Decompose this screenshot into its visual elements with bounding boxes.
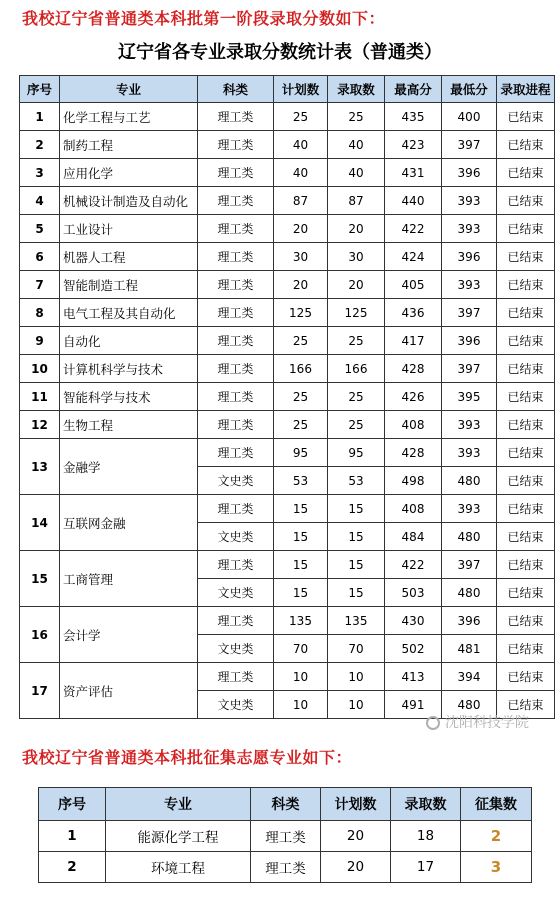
major-cell: 自动化 (60, 327, 198, 355)
plan-count-cell: 95 (274, 439, 328, 467)
admitted-count-cell: 10 (328, 663, 385, 691)
category-cell: 理工类 (251, 821, 321, 852)
admitted-count-cell: 40 (328, 159, 385, 187)
category-cell: 理工类 (198, 439, 274, 467)
row-number-cell: 4 (20, 187, 60, 215)
admitted-count-cell: 20 (328, 271, 385, 299)
plan-count-cell: 10 (274, 663, 328, 691)
table-title: 辽宁省各专业录取分数统计表（普通类） (118, 42, 442, 63)
plan-count-cell: 25 (274, 383, 328, 411)
table-row (20, 103, 555, 131)
row-number-cell: 7 (20, 271, 60, 299)
plan-count-cell: 20 (274, 271, 328, 299)
plan-count-cell: 53 (274, 467, 328, 495)
status-cell: 已结束 (497, 187, 555, 215)
min-score-cell: 393 (442, 215, 497, 243)
major-cell: 化学工程与工艺 (60, 103, 198, 131)
status-cell: 已结束 (497, 411, 555, 439)
major-cell: 资产评估 (60, 663, 198, 719)
admitted-count-cell: 53 (328, 467, 385, 495)
plan-count-cell: 87 (274, 187, 328, 215)
min-score-cell: 397 (442, 299, 497, 327)
table-row (20, 663, 555, 691)
admitted-count-cell: 30 (328, 243, 385, 271)
min-score-cell: 480 (442, 467, 497, 495)
category-cell: 理工类 (198, 243, 274, 271)
major-cell: 生物工程 (60, 411, 198, 439)
min-score-cell: 396 (442, 607, 497, 635)
admitted-count-cell: 15 (328, 579, 385, 607)
min-score-cell: 400 (442, 103, 497, 131)
status-cell: 已结束 (497, 495, 555, 523)
table-row (39, 852, 532, 883)
status-cell: 已结束 (497, 215, 555, 243)
plan-count-cell: 25 (274, 411, 328, 439)
plan-count-cell: 20 (321, 852, 391, 883)
admission-score-table (19, 75, 555, 719)
min-score-cell: 396 (442, 243, 497, 271)
column-header: 科类 (198, 76, 274, 103)
column-header: 专业 (60, 76, 198, 103)
admitted-count-cell: 25 (328, 327, 385, 355)
min-score-cell: 393 (442, 271, 497, 299)
min-score-cell: 397 (442, 131, 497, 159)
status-cell: 已结束 (497, 383, 555, 411)
status-cell: 已结束 (497, 579, 555, 607)
max-score-cell: 498 (385, 467, 442, 495)
max-score-cell: 413 (385, 663, 442, 691)
table-row (20, 439, 555, 467)
row-number-cell: 13 (20, 439, 60, 495)
min-score-cell: 480 (442, 579, 497, 607)
status-cell: 已结束 (497, 523, 555, 551)
admitted-count-cell: 15 (328, 495, 385, 523)
plan-count-cell: 125 (274, 299, 328, 327)
column-header: 计划数 (321, 788, 391, 821)
table-row (20, 271, 555, 299)
min-score-cell: 393 (442, 439, 497, 467)
category-cell: 理工类 (251, 852, 321, 883)
table-row (20, 607, 555, 635)
table-row (20, 495, 555, 523)
status-cell: 已结束 (497, 439, 555, 467)
min-score-cell: 393 (442, 187, 497, 215)
min-score-cell: 397 (442, 551, 497, 579)
min-score-cell: 481 (442, 635, 497, 663)
column-header: 征集数 (461, 788, 532, 821)
category-cell: 理工类 (198, 103, 274, 131)
column-header: 录取进程 (497, 76, 555, 103)
row-number-cell: 11 (20, 383, 60, 411)
status-cell: 已结束 (497, 663, 555, 691)
status-cell: 已结束 (497, 467, 555, 495)
row-number-cell: 1 (20, 103, 60, 131)
category-cell: 文史类 (198, 523, 274, 551)
table-row (20, 355, 555, 383)
row-number-cell: 6 (20, 243, 60, 271)
row-number-cell: 14 (20, 495, 60, 551)
major-cell: 机器人工程 (60, 243, 198, 271)
plan-count-cell: 25 (274, 327, 328, 355)
category-cell: 理工类 (198, 411, 274, 439)
row-number-cell: 12 (20, 411, 60, 439)
status-cell: 已结束 (497, 299, 555, 327)
min-score-cell: 393 (442, 411, 497, 439)
status-cell: 已结束 (497, 243, 555, 271)
table-row (20, 215, 555, 243)
category-cell: 理工类 (198, 663, 274, 691)
table-row (39, 821, 532, 852)
plan-count-cell: 15 (274, 495, 328, 523)
table-row (20, 159, 555, 187)
min-score-cell: 480 (442, 523, 497, 551)
min-score-cell: 393 (442, 495, 497, 523)
category-cell: 理工类 (198, 215, 274, 243)
plan-count-cell: 25 (274, 103, 328, 131)
column-header: 录取数 (391, 788, 461, 821)
major-cell: 环境工程 (106, 852, 251, 883)
collect-count-cell: 3 (461, 852, 532, 883)
collect-count-cell: 2 (461, 821, 532, 852)
column-header: 最高分 (385, 76, 442, 103)
max-score-cell: 424 (385, 243, 442, 271)
row-number-cell: 5 (20, 215, 60, 243)
major-cell: 金融学 (60, 439, 198, 495)
watermark (426, 712, 529, 732)
admitted-count-cell: 10 (328, 691, 385, 719)
max-score-cell: 431 (385, 159, 442, 187)
min-score-cell: 397 (442, 355, 497, 383)
plan-count-cell: 40 (274, 131, 328, 159)
row-number-cell: 3 (20, 159, 60, 187)
max-score-cell: 436 (385, 299, 442, 327)
status-cell: 已结束 (497, 103, 555, 131)
plan-count-cell: 20 (274, 215, 328, 243)
plan-count-cell: 166 (274, 355, 328, 383)
admitted-count-cell: 70 (328, 635, 385, 663)
max-score-cell: 408 (385, 495, 442, 523)
status-cell: 已结束 (497, 551, 555, 579)
major-cell: 工业设计 (60, 215, 198, 243)
max-score-cell: 422 (385, 215, 442, 243)
category-cell: 文史类 (198, 467, 274, 495)
table-header-row (39, 788, 532, 821)
max-score-cell: 491 (385, 691, 442, 719)
column-header: 最低分 (442, 76, 497, 103)
admitted-count-cell: 95 (328, 439, 385, 467)
max-score-cell: 503 (385, 579, 442, 607)
column-header: 专业 (106, 788, 251, 821)
row-number-cell: 1 (39, 821, 106, 852)
min-score-cell: 394 (442, 663, 497, 691)
major-cell: 电气工程及其自动化 (60, 299, 198, 327)
wechat-logo-icon (426, 716, 440, 730)
max-score-cell: 502 (385, 635, 442, 663)
column-header: 计划数 (274, 76, 328, 103)
admitted-count-cell: 20 (328, 215, 385, 243)
plan-count-cell: 20 (321, 821, 391, 852)
row-number-cell: 2 (20, 131, 60, 159)
major-cell: 能源化学工程 (106, 821, 251, 852)
max-score-cell: 428 (385, 439, 442, 467)
category-cell: 理工类 (198, 327, 274, 355)
watermark-text: 沈阳科技学院 (445, 715, 529, 731)
status-cell: 已结束 (497, 159, 555, 187)
major-cell: 应用化学 (60, 159, 198, 187)
category-cell: 文史类 (198, 691, 274, 719)
category-cell: 理工类 (198, 495, 274, 523)
admitted-count-cell: 17 (391, 852, 461, 883)
status-cell: 已结束 (497, 131, 555, 159)
max-score-cell: 428 (385, 355, 442, 383)
table-row (20, 411, 555, 439)
category-cell: 理工类 (198, 607, 274, 635)
row-number-cell: 16 (20, 607, 60, 663)
table-row (20, 383, 555, 411)
table-row (20, 131, 555, 159)
table-row (20, 299, 555, 327)
category-cell: 理工类 (198, 355, 274, 383)
table-row (20, 187, 555, 215)
min-score-cell: 395 (442, 383, 497, 411)
status-cell: 已结束 (497, 355, 555, 383)
category-cell: 理工类 (198, 299, 274, 327)
table-row (20, 243, 555, 271)
admitted-count-cell: 125 (328, 299, 385, 327)
admitted-count-cell: 25 (328, 383, 385, 411)
major-cell: 会计学 (60, 607, 198, 663)
category-cell: 理工类 (198, 159, 274, 187)
column-header: 序号 (39, 788, 106, 821)
status-cell: 已结束 (497, 635, 555, 663)
admitted-count-cell: 166 (328, 355, 385, 383)
status-cell: 已结束 (497, 607, 555, 635)
category-cell: 理工类 (198, 187, 274, 215)
row-number-cell: 9 (20, 327, 60, 355)
admitted-count-cell: 15 (328, 523, 385, 551)
admitted-count-cell: 18 (391, 821, 461, 852)
status-cell: 已结束 (497, 271, 555, 299)
table-row (20, 551, 555, 579)
category-cell: 理工类 (198, 551, 274, 579)
admitted-count-cell: 25 (328, 103, 385, 131)
column-header: 录取数 (328, 76, 385, 103)
max-score-cell: 405 (385, 271, 442, 299)
row-number-cell: 8 (20, 299, 60, 327)
plan-count-cell: 15 (274, 551, 328, 579)
category-cell: 理工类 (198, 271, 274, 299)
max-score-cell: 430 (385, 607, 442, 635)
admission-heading: 我校辽宁省普通类本科批第一阶段录取分数如下： (22, 9, 386, 28)
plan-count-cell: 15 (274, 579, 328, 607)
max-score-cell: 440 (385, 187, 442, 215)
category-cell: 理工类 (198, 383, 274, 411)
plan-count-cell: 30 (274, 243, 328, 271)
major-cell: 工商管理 (60, 551, 198, 607)
supplementary-table (38, 787, 532, 883)
status-cell: 已结束 (497, 691, 555, 719)
max-score-cell: 408 (385, 411, 442, 439)
plan-count-cell: 10 (274, 691, 328, 719)
admitted-count-cell: 15 (328, 551, 385, 579)
min-score-cell: 396 (442, 159, 497, 187)
min-score-cell: 396 (442, 327, 497, 355)
category-cell: 文史类 (198, 635, 274, 663)
supplementary-heading: 我校辽宁省普通类本科批征集志愿专业如下： (22, 748, 353, 767)
max-score-cell: 484 (385, 523, 442, 551)
column-header: 科类 (251, 788, 321, 821)
row-number-cell: 17 (20, 663, 60, 719)
row-number-cell: 15 (20, 551, 60, 607)
status-cell: 已结束 (497, 327, 555, 355)
table-header-row (20, 76, 555, 103)
category-cell: 文史类 (198, 579, 274, 607)
max-score-cell: 426 (385, 383, 442, 411)
plan-count-cell: 40 (274, 159, 328, 187)
major-cell: 智能科学与技术 (60, 383, 198, 411)
max-score-cell: 423 (385, 131, 442, 159)
major-cell: 制药工程 (60, 131, 198, 159)
row-number-cell: 2 (39, 852, 106, 883)
row-number-cell: 10 (20, 355, 60, 383)
max-score-cell: 417 (385, 327, 442, 355)
admitted-count-cell: 135 (328, 607, 385, 635)
column-header: 序号 (20, 76, 60, 103)
category-cell: 理工类 (198, 131, 274, 159)
major-cell: 机械设计制造及自动化 (60, 187, 198, 215)
major-cell: 互联网金融 (60, 495, 198, 551)
table-row (20, 327, 555, 355)
max-score-cell: 422 (385, 551, 442, 579)
max-score-cell: 435 (385, 103, 442, 131)
min-score-cell: 480 (442, 691, 497, 719)
admitted-count-cell: 87 (328, 187, 385, 215)
admitted-count-cell: 25 (328, 411, 385, 439)
plan-count-cell: 15 (274, 523, 328, 551)
plan-count-cell: 135 (274, 607, 328, 635)
major-cell: 计算机科学与技术 (60, 355, 198, 383)
admitted-count-cell: 40 (328, 131, 385, 159)
major-cell: 智能制造工程 (60, 271, 198, 299)
plan-count-cell: 70 (274, 635, 328, 663)
